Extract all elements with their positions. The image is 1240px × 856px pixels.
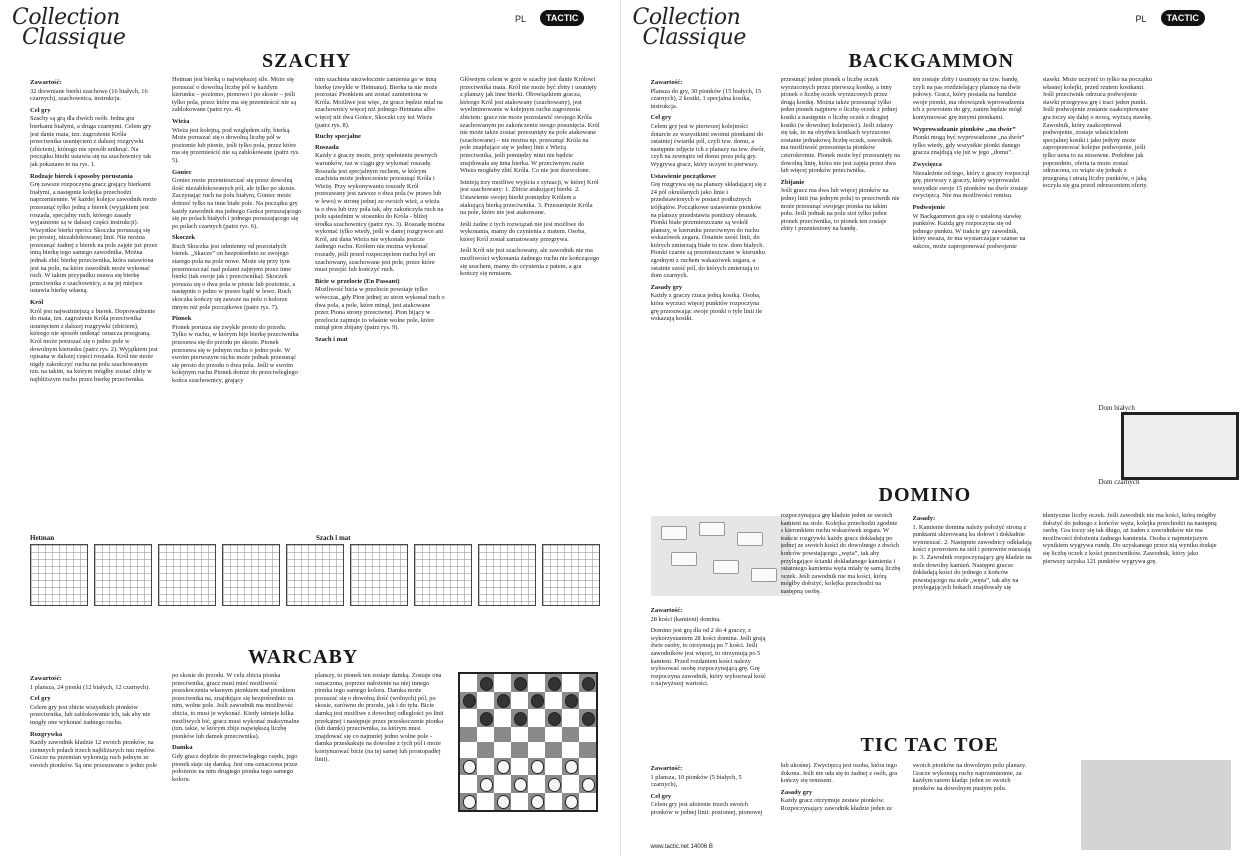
chess-diagram-2 <box>94 544 152 606</box>
paragraph: Jeśli gracz ma dwa lub więcej pionków na jednej linii (na jednym polu) to przeciwnik nie może przesunąć swojego pionka na takim polu. Jeśli jednak na polu stoi tylko jeden pionek przeciwnika, to pionek ten zostaje zbity i przeniesiony na bandę. <box>780 187 900 233</box>
paragraph: Szachy są grą dla dwóch osób. Jedna gra bierkami białymi, a druga czarnymi. Celem gry jest danie mata, tzn. zagrożenie Króla przeciwnika usunięciem z dalszej rozgrywki (zbiciem), którego nie sposób uniknąć. Na początku bierki ustawia się na szachownicy tak jak pokazano to na rys. 1. <box>30 115 152 168</box>
board-square <box>460 775 477 793</box>
checkers-title: WARCABY <box>248 646 359 668</box>
backgammon-title: BACKGAMMON <box>848 50 1015 72</box>
chess-diagram-3 <box>158 544 216 606</box>
section-heading: Szach i mat <box>315 336 348 343</box>
domino-title: DOMINO <box>878 484 972 506</box>
board-square <box>579 758 596 776</box>
board-square <box>511 775 528 793</box>
board-square <box>460 742 477 758</box>
footer-url: www.tactic.net 14006 B <box>650 844 713 850</box>
paragraph: 32 drewniane bierki szachowe (16 białych, 16 czarnych), szachownica, instrukcja. <box>30 87 148 103</box>
domino-column-4 <box>1043 512 1218 734</box>
paragraph: Goniec może przemieszczać się przez dowolną ilość niezablokowanych pól, ale tylko po skosie. Zaczynając ruch na polu białym, Goniec może dotrzeć tylko na inne białe pole. Na początku gry każdy zawodnik ma jednego Gońca poruszającego się po polach białych i jednego poruszającego się po polach czarnych (patrz rys. 6). <box>172 177 302 230</box>
chess-diagram-9 <box>542 544 600 606</box>
board-square <box>528 692 545 710</box>
collection-logo <box>632 5 746 50</box>
checker-piece <box>548 712 562 726</box>
board-square <box>511 742 528 758</box>
board-square <box>460 793 477 811</box>
checker-piece <box>514 712 528 726</box>
board-square <box>477 674 494 692</box>
board-square <box>494 793 511 811</box>
board-square <box>494 709 511 727</box>
paragraph: 1. Kamienie domina należy położyć stroną z punktami skierowaną ku dołowi i dokładnie wymieszać. 2. Następnie zawodnicy odkładają kości z powrotem na stół i ponownie mieszają je. 3. Zawodnik rozpoczynający grę kładzie na stole dowolny kamień. Następni gracze dokładają kości do jednego z końców powstającego na stole „węża”, tak aby na przylegających bokach znajdowały się <box>912 523 1032 592</box>
strip-label-queen: Hetman <box>30 534 55 542</box>
board-square <box>579 709 596 727</box>
board-square <box>545 692 562 710</box>
checker-piece <box>463 795 477 809</box>
paragraph: Niezależnie od tego, który z graczy rozpoczął grę, pierwszy z graczy, który wyprowadzi wszystkie swoje 15 pionków na dwór zostaje zwycięzcą. Nie ma możliwości remisu. <box>912 169 1030 200</box>
brand-logo: TACTIC <box>1161 10 1205 26</box>
paragraph: stawki. Może uczynić to tylko na początku własnej kolejki, przed rzutem kostkami. Jeśli przeciwnik odrzuca podwojenie stawki przegrywa grę i traci jeden punkt. Jeśli podwojenie zostanie zaakceptowane gra toczy się dalej o nową, wyższą stawkę. Zawodnik, który zaakceptował podwojenie, zostaje właścicielem specjalnej kostki i jako jedyny może zaproponować kolejne podwojenie, jeśli tylko uzna to za stosowne. Podobne jak poprzednio, oferta ta może zostać odrzucona, co wiąże się jednak z przegraną i utratą liczby punktów, o jaką toczyła się gra przed odrzuceniem oferty. <box>1042 76 1152 190</box>
checker-piece <box>548 778 562 792</box>
checkers-column-1 <box>30 672 158 848</box>
chess-column-2 <box>172 76 302 538</box>
chess-diagram-1 <box>30 544 88 606</box>
section-heading: Król <box>30 299 44 307</box>
domino-column-2 <box>781 512 901 734</box>
right-page <box>621 0 1240 856</box>
board-square <box>562 793 579 811</box>
section-heading: Wyprowadzanie pionków „na dwór” <box>912 125 1016 133</box>
section-heading: Cel gry <box>30 106 51 114</box>
section-heading: Cel gry <box>650 114 672 122</box>
section-heading: Rodzaje bierek i sposoby poruszania <box>30 172 133 180</box>
board-square <box>494 727 511 743</box>
paragraph: identyczne liczby oczek. Jeśli zawodnik nie ma kości, którą mógłby dołożyć do jednego z końców węża, kolejka przechodzi na następną osobę. Gra toczy się tak długo, aż żaden z zawodników nie ma możliwości dołożenia żadnego kamienia. Osoba z najmniejszym wynikiem wygrywa rundę. Do uzyskanego przez nią wyniku dodaje się liczbę oczek z kości przeciwników. Zawodnik, który jako pierwszy uzyska 121 punktów wygrywa grę. <box>1042 512 1217 565</box>
checkers-board <box>458 672 598 812</box>
paragraph: Grę rozgrywa się na planszy składającej się z 24 pól określanych jako linie i przedstawionych w postaci podłużnych trójkątów. Początkowe ustawienie pionków na planszy przedstawia poniższy obrazek. Pionki białe przemieszczane są wokół planszy, w kierunku przeciwnym do ruchu wskazówek zegara. Ostatnie sześć linii, do których zmierzają białe to tzw. dom białych. Pionki czarne są przemieszczane w kierunku zgodnym z ruchem wskazówek zegara, a ostatnie sześć pól, do których zmierzają to dom czarnych. <box>650 181 767 280</box>
paragraph: Pionek porusza się zwykle prosto do przodu. Tylko w ruchu, w którym bije bierkę przeciwnika przesuwa się do przodu po skosie. Pionek przesuwa się w jednym ruchu o jedno pole. W swoim pierwszym ruchu może jednak przesunąć się prosto do przodu o dwa pola. Jeśli w swoim kolejnym ruchu Pionek dotrze do przeciwległego końca szachownicy, grający <box>172 323 299 384</box>
section-heading: Podwojenie <box>912 203 946 211</box>
section-heading: Zawartość: <box>650 607 683 614</box>
paragraph: Jeśli Król nie jest szachowany, ale zawodnik nie ma możliwości wykonania żadnego ruchu nie kończącego się szachem, mamy do czynienia z patem, a gra kończy się remisem. <box>460 247 600 278</box>
section-heading: Zasady: <box>912 515 936 522</box>
paragraph: 28 kości (kamieni) domina. <box>650 615 721 623</box>
board-square <box>511 674 528 692</box>
checker-piece <box>582 677 596 691</box>
checker-piece <box>463 760 477 774</box>
section-heading: Zawartość: <box>30 79 62 86</box>
board-square <box>528 775 545 793</box>
chess-diagram-6 <box>350 544 408 606</box>
board-square <box>477 727 494 743</box>
paragraph: 1 plansza, 24 pionki (12 białych, 12 czarnych). <box>30 683 150 691</box>
board-square <box>579 727 596 743</box>
board-square <box>562 674 579 692</box>
section-heading: Ustawienie początkowe <box>650 172 716 180</box>
paragraph: Gdy gracz dojdzie do przeciwległego rzędu, jego pionek staje się damką. Jest ona oznaczona przez położenie na nim drugiego pionka tego samego koloru. <box>172 752 298 783</box>
checker-piece <box>514 677 528 691</box>
paragraph: nim szachista niezwłocznie zamienia go w inną bierkę (zwykle w Hetmana). Bierka ta nie może pozostać Pionkiem ani zostać zamieniona w Króla. Możliwe jest więc, że gracz będzie miał na szachownicy więcej niż jednego Hetmana albo więcej niż dwa Gońce, Skoczki czy też Wieże (patrz rys. 8). <box>315 76 443 129</box>
paragraph: Jeśli żadne z tych rozwiązań nie jest możliwe do wykonania, mamy do czynienia z matem. Osoba, której Król został zamatowany przegrywa. <box>460 220 586 243</box>
checkers-column-3 <box>315 672 445 848</box>
board-square <box>545 793 562 811</box>
checker-piece <box>548 677 562 691</box>
checker-piece <box>531 795 545 809</box>
board-square <box>477 709 494 727</box>
board-square <box>494 692 511 710</box>
collection-logo <box>12 5 126 50</box>
paragraph: Istnieją trzy możliwe wyjścia z sytuacji, w której Król jest szachowany: 1. Zbicie atakującej bierki. 2. Ustawienie swojej bierki pomiędzy Królem a atakującą bierką przeciwnika. 3. Przesunięcie Króla na pole, które nie jest atakowane. <box>460 178 599 217</box>
board-square <box>579 793 596 811</box>
language-code: PL <box>515 14 527 24</box>
strip-label-checkmate: Szach i mat <box>316 534 351 542</box>
paragraph: Domino jest grą dla od 2 do 4 graczy, z wykorzystaniem 28 kości domina. Jeśli grają dwie osoby, to otrzymują po 7 kości. Jeśli zawodników jest więcej, to otrzymują po 5 kamieni. Przed rozdaniem kości należy wylosować osobę rozpoczynającą grę. Grę rozpoczyna zawodnik, który wylosował kość o najwyższej wartości. <box>650 627 766 688</box>
paragraph: rozpoczynająca grę kładzie jeden ze swoich kamieni na stole. Kolejka przechodzi zgodnie z kierunkiem ruchu wskazówek zegara. W trakcie rozgrywki każdy gracz dokładają po jednej ze swoich kości do dowolnego z dwóch końców powstającego „węża”, tak aby przylegające ścianki dokładanego kamienia i ostatniego kamienia węża miały tę samą liczbę oczek. Jeśli zawodnik nie ma kości, którą mógłby dołożyć, kolejka przechodzi na następną osobę. <box>780 512 901 595</box>
checkers-column-2 <box>172 672 302 848</box>
section-heading: Pionek <box>172 315 192 323</box>
chess-column-1 <box>30 76 158 538</box>
checker-piece <box>480 712 494 726</box>
board-square <box>528 793 545 811</box>
paragraph: Każdy gracz otrzymuje zestaw pionków. Rozpoczynający zawodnik kładzie jeden ze <box>780 797 892 812</box>
paragraph: Głównym celem w grze w szachy jest danie Królowi przeciwnika mata. Król nie może być zbity i usunięty z planszy jak inne bierki. Obowiązkiem gracza, którego Król jest atakowany (szachowany), jest wyeliminowanie w kolejnym ruchu zagrożenia zbiciem: gracz nie może pozostawić swojego Króla szachowanym po zakończeniu swego posunięcia. Król nie może także zostać przesunięty na pole atakowane (szachowane) – nie można np. przesunąć Króla na pole znajdujące się w jednej linii z Wieżą przeciwnika, jeśli pomiędzy nimi nie będzie znajdowała się inna bierka. W przeciwnym razie Wieża mogłaby zbić Króla. Co nie jest dozwolone. <box>460 76 600 175</box>
paragraph: Celem gry jest w pierwszej kolejności dotarcie ze wszystkimi swoimi pionkami do ostatniej ćwiartki pól, czyli tzw. domu, a następnie zdjęcie ich z planszy na tzw. dwór, czyli na zewnątrz od domu poza polą gry. Wygrywa gracz, który uczyni to pierwszy. <box>650 122 765 168</box>
board-square <box>460 758 477 776</box>
board-square <box>460 674 477 692</box>
brand-logo: TACTIC <box>540 10 584 26</box>
logo-line-1: Collection <box>12 5 120 30</box>
board-square <box>528 727 545 743</box>
checker-piece <box>582 778 596 792</box>
logo-line-1: Collection <box>632 5 741 30</box>
paragraph: ten zostaje zbity i usunięty na tzw. bandę, czyli na pas rozdzielający planszę na dwie połowy. Gracz, który posiada na bandzie swoje pionki, ma obowiązek wprowadzenia ich z powrotem do gry, zanim będzie mógł kontynuować grę innymi pionkami. <box>912 76 1025 121</box>
chess-column-4 <box>460 76 600 538</box>
board-square <box>511 692 528 710</box>
paragraph: 1 plansza, 10 pionków (5 białych, 5 czarnych), <box>650 773 742 789</box>
checker-piece <box>565 795 579 809</box>
domino-photo <box>651 516 791 596</box>
chess-diagram-7 <box>414 544 472 606</box>
paragraph: Celem gry jest zbicie wszystkich pionków przeciwnika, lub zablokowanie ich, tak aby nie mogły one wykonać żadnego ruchu. <box>30 703 151 726</box>
label-black-home: Dom czarnych <box>1098 478 1140 486</box>
section-heading: Zwycięzca <box>912 160 942 168</box>
paragraph: Grę zawsze rozpoczyna gracz grający bierkami białymi, a następnie kolejka przechodzi naprzemiennie. W każdej kolejce zawodnik może przesunąć tylko jedną z bierek (wyjątkiem jest roszada, specjalny ruch, którego zasady wyjaśnione są w dalszej części instrukcji). Wszystkie bierki oprócz Skoczka poruszają się po prostej, niezablokowanej linii. Nie można przesunąć żadnej z bierek na pole zajęte już przez inną bierkę tego samego zawodnika. Można jednak zbić bierkę przeciwnika, która ustawiona jest na polu, na które zawodnik może wykonać ruch. W takim przypadku usuwa się bierkę przeciwnika z szachownicy, a na jej miejsce ustawia bierkę własną. <box>30 181 158 295</box>
chess-column-3 <box>315 76 445 538</box>
checker-piece <box>497 760 511 774</box>
section-heading: Roszada <box>315 143 339 151</box>
paragraph: Plansza do gry, 30 pionków (15 białych, 15 czarnych), 2 kostki, 1 specjalna kostka, instrukcja. <box>650 87 762 110</box>
checker-piece <box>480 677 494 691</box>
paragraph: Każdy z graczy rzuca jedną kostką. Osoba, która wyrzuci więcej punktów rozpoczyna grę przesuwając swoje pionki o tyle linii ile wskazują kostki. <box>650 292 763 323</box>
paragraph: Hetman jest bierką o największej sile. Może się poruszać o dowolną liczbę pól w każdym kierunku – poziomo, pionowo i po skosie – jeśli tylko pola, przez które ma się przemieścić nie są zablokowane (patrz rys. 4). <box>172 76 297 114</box>
paragraph: Możliwość bicia w przelocie powstaje tylko wówczas, gdy Pion jednej ze stron wykonał ruch o dwa pola, a pole, które minął, jest atakowane przez Piona strony przeciwnej. Pion bijący w przelocie zajmuje to właśnie wolne pole, które minął pion zbijany (patrz rys. 9). <box>315 286 445 332</box>
board-square <box>494 742 511 758</box>
board-square <box>562 727 579 743</box>
board-square <box>511 758 528 776</box>
board-square <box>494 758 511 776</box>
chess-diagram-5 <box>286 544 344 606</box>
checker-piece <box>565 760 579 774</box>
board-square <box>494 674 511 692</box>
checker-piece <box>531 760 545 774</box>
backgammon-column-4 <box>1043 76 1153 406</box>
paragraph: lub ukośnej. Zwycięzcą jest osoba, która tego dokona. Jeśli nie uda się to żadnej z osób, gra kończy się remisem. <box>780 762 898 785</box>
language-code: PL <box>1135 14 1147 24</box>
paragraph: Pionki mogą być wyprowadzone „na dwór” tylko wtedy, gdy wszystkie pionki danego gracza znajdują się już w jego „domu”. <box>912 134 1025 157</box>
board-square <box>545 727 562 743</box>
board-square <box>477 758 494 776</box>
board-square <box>511 793 528 811</box>
board-square <box>477 692 494 710</box>
label-white-home: Dom białych <box>1098 404 1135 412</box>
checker-piece <box>531 694 545 708</box>
section-heading: Zasady gry <box>780 788 813 796</box>
backgammon-column-2 <box>781 76 901 484</box>
board-square <box>477 793 494 811</box>
backgammon-board <box>1121 412 1239 480</box>
logo-line-2: Classique <box>642 25 746 50</box>
section-heading: Bicie w przelocie (En Passant) <box>315 277 400 285</box>
paragraph: Każdy z graczy może, przy spełnieniu pewnych warunków, raz w ciągu gry wykonać roszadę. Roszada jest specjalnym ruchem, w którym szachista może jednocześnie przesunąć Króla i Wieżę. Przy wykonywaniu roszady Król przesuwany jest zawsze o dwa pola (w prawo lub w lewo) w stronę jednej ze swoich wież, a wieża ta o dwa lub trzy pola tak, aby zakończyła ruch na polu sąsiednim w stosunku do Króla - bliżej środka szachownicy (patrz rys. 3). Roszadę można wykonać tylko wtedy, jeśli w danej rozgrywce ani Król, ani dana Wieża nie wykonała jeszcze żadnego ruchu. Królem nie można wykonać roszady, jeśli przed rozpoczęciem ruchu był on szachowany, szachowane jest pole, przez które musi przejść lub kończyć ruch. <box>315 152 445 274</box>
section-heading: Skoczek <box>172 234 196 242</box>
paragraph: swoich pionków na dowolnym polu planszy. Gracze wykonują ruchy naprzemiennie, za każdym razem kładąc jeden ze swoich pionków na dowolnym pustym polu. <box>912 762 1027 792</box>
board-square <box>545 775 562 793</box>
tictactoe-title: TIC TAC TOE <box>860 734 999 756</box>
chess-diagram-strip <box>30 544 600 606</box>
domino-column-3 <box>913 512 1033 734</box>
board-square <box>545 742 562 758</box>
backgammon-column-3 <box>913 76 1033 484</box>
board-square <box>545 674 562 692</box>
board-square <box>562 758 579 776</box>
board-square <box>460 692 477 710</box>
chess-diagram-4 <box>222 544 280 606</box>
board-square <box>528 674 545 692</box>
section-heading: Goniec <box>172 168 192 176</box>
paragraph: W Backgammon gra się o ustaloną stawkę punktów. Każdą grę rozpoczyna się od jednego punktu. W trakcie gry zawodnik, który uważa, że ma wystarczające szanse na sukces, może zaproponować podwojenie <box>912 212 1026 250</box>
section-heading: Damka <box>172 744 193 752</box>
board-square <box>494 775 511 793</box>
checker-piece <box>497 795 511 809</box>
board-square <box>579 742 596 758</box>
tictactoe-column-3 <box>913 762 1033 842</box>
section-heading: Zawartość: <box>30 675 62 682</box>
checker-piece <box>514 778 528 792</box>
board-square <box>579 674 596 692</box>
board-square <box>460 727 477 743</box>
paragraph: Każdy zawodnik kładzie 12 swoich pionków, na ciemnych polach trzech najbliższych mu rzędów. Gracze na przemian wykonują ruch jednym ze swoich pionków. Są one przesuwane o jedno pole <box>30 739 158 769</box>
paragraph: planszy, to pionek ten zostaje damką. Zostaje ona oznaczona, poprzez nałożenie na niej innego pionka tego samego koloru. Damka może poruszać się o dowolną ilość (wolnych) pól, po skosie, zarówno do przodu, jak i do tyłu. Bicie damką jest możliwe z dowolnej odległości po linii przekątnej i następuje przez przeskoczenie pionka (lub damki) przeciwnika, za którym musi znajdować się co najmniej jedno wolne pole - damka przeskakuje na dowolne z tych pól i może kontynuować bicie (na tej samej lub prostopadłej linii). <box>315 672 444 763</box>
checker-piece <box>565 694 579 708</box>
backgammon-column-1 <box>651 76 769 484</box>
tictactoe-photo <box>1081 760 1231 850</box>
tictactoe-column-2 <box>781 762 901 842</box>
board-square <box>562 709 579 727</box>
paragraph: przesunąć jeden pionek o liczbę oczek wyrzuconych przez pierwszą kostkę, a inny pionek o liczbę oczek wyrzuconych przez drugą kostkę. Można także przesunąć tylko jeden pionek najpierw o liczbę oczek z jednej kostki a następnie o liczbę oczek z drugiej kostki (w dowolnej kolejności). Jeśli zdarzy się tak, że na obydwu kostkach wyrzucono zostanie jednakową liczbę oczek, zawodnik ma możliwość przesunięcia pionków czterokrotnie. Pionek może być przesunięty na dowolną linię, która nie jest zajęta przez dwa lub więcej pionków przeciwnika. <box>780 76 901 175</box>
section-heading: Wieża <box>172 117 190 125</box>
board-square <box>477 742 494 758</box>
paragraph: Celem gry jest ułożenie trzech swoich pionków w jednej linii: poziomej, pionowej <box>650 801 763 816</box>
section-heading: Rozgrywka <box>30 730 63 738</box>
board-square <box>460 709 477 727</box>
paragraph: Ruch Skoczka jest odmienny od pozostałych bierek. „Skacze” on bezpośrednio ze swojego starego pola na pole nowe. Może się przy tym przemieszczać nad polami zajętymi przez inne bierki (tak swoje jak i przeciwnika). Skoczek porusza się o dwa pola w pionie lub poziomie, a następnie o jedno w prawo bądź w lewo. Ruch skoczka kończy się zawsze na polu o kolorze innym niż pole początkowe (patrz rys. 7). <box>172 242 296 311</box>
board-square <box>545 758 562 776</box>
section-heading: Zawartość: <box>650 79 683 86</box>
chess-diagram-8 <box>478 544 536 606</box>
board-square <box>511 727 528 743</box>
board-square <box>562 692 579 710</box>
paragraph: po skosie do przodu. W celu zbicia pionka przeciwnika, gracz musi mieć możliwość przeskoczenia własnym pionkiem nad pionkiem przeciwnika na, znajdujące się bezpośrednio za nim, wolne pole. Jeśli zawodnik ma możliwość zbicia, to musi je wykonać. Kiedy istnieje kilka możliwych bić, gracz musi wykonać maksymalne (tzn. takie, w którym zbije największą liczbę pionków lub damek przeciwnika). <box>172 672 300 740</box>
logo-line-2: Classique <box>22 25 126 50</box>
paragraph: Wieża jest kolejną, pod względem siły, bierką. Może poruszać się o dowolną liczbę pól w poziomie lub pionie, jeśli tylko pola, przez które ma się przemieścić nie są zablokowane (patrz rys. 5). <box>172 126 300 164</box>
checker-piece <box>480 778 494 792</box>
section-heading: Cel gry <box>650 792 672 800</box>
board-square <box>545 709 562 727</box>
tictactoe-column-1 <box>651 762 769 842</box>
checker-piece <box>582 712 596 726</box>
checker-piece <box>497 694 511 708</box>
board-square <box>579 775 596 793</box>
board-square <box>528 758 545 776</box>
board-square <box>528 709 545 727</box>
board-square <box>511 709 528 727</box>
section-heading: Ruchy specjalne <box>315 133 361 141</box>
section-heading: Zbijanie <box>780 178 805 186</box>
checker-piece <box>463 694 477 708</box>
board-square <box>579 692 596 710</box>
paragraph: Król jest najważniejszą z bierek. Doprowadzenie do mata, tzn. zagrożenie Króla przeciwnika usunięciem z dalszej rozgrywki (zbiciem), którego nie sposób uniknąć oznacza przegraną. Król może poruszać się o jedno pole w dowolnym kierunku (patrz rys. 2). Wyjątkiem jest opisana w dalszej części roszada. Król nie może nigdy zakończyć ruchu na polu szachowanym tzn. na takim, na którym mógłby zostać zbity w najbliższym ruchu przez bierkę przeciwnika. <box>30 307 158 383</box>
section-heading: Cel gry <box>30 695 51 703</box>
board-square <box>528 742 545 758</box>
board-square <box>477 775 494 793</box>
board-square <box>562 742 579 758</box>
section-heading: Zasady gry <box>650 283 683 291</box>
board-square <box>562 775 579 793</box>
section-heading: Zawartość: <box>650 765 683 772</box>
chess-title: SZACHY <box>262 50 352 72</box>
domino-column-1 <box>651 604 769 734</box>
